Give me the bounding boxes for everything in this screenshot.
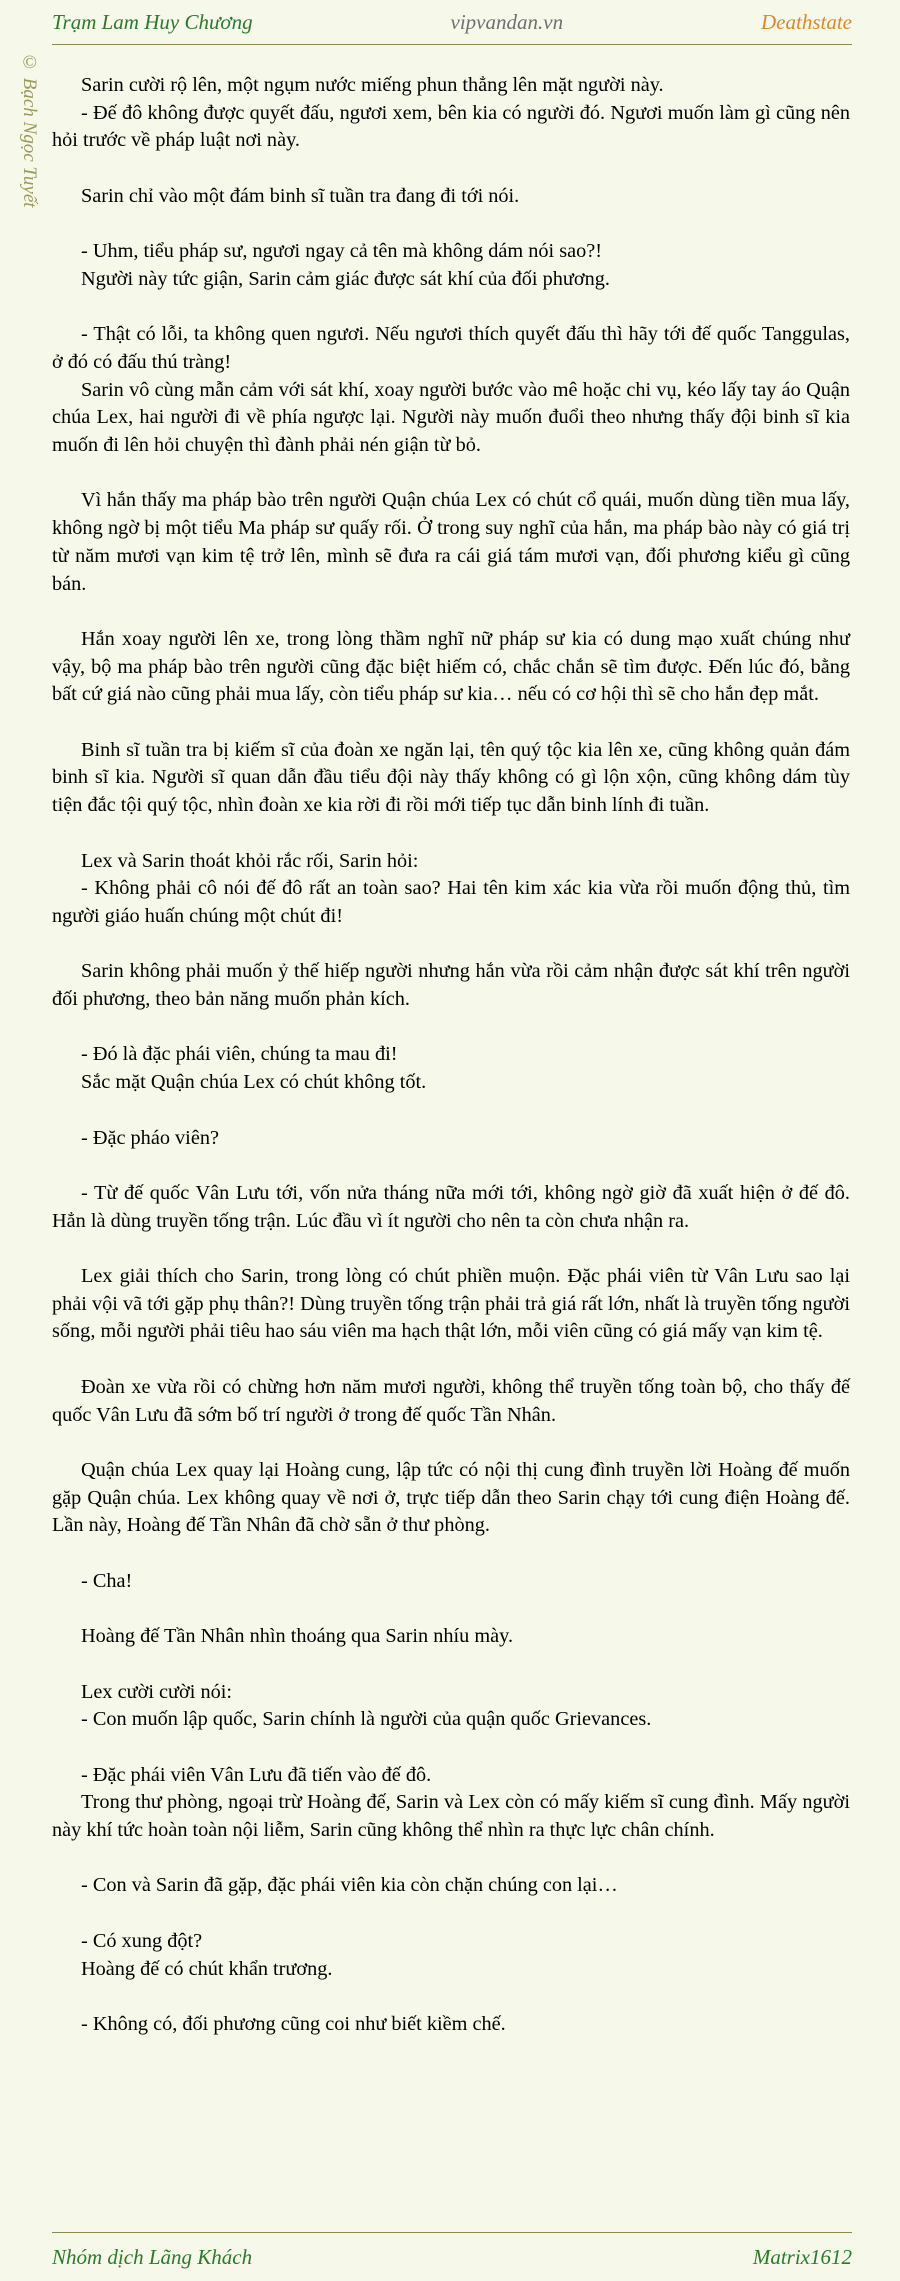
paragraph: Trong thư phòng, ngoại trừ Hoàng đế, Sarin và Lex còn có mấy kiếm sĩ cung đình. Mấy người này khí tức hoàn toàn nội liễm, Sarin cũng không thể nhìn ra thực lực chân chính.: [52, 1791, 850, 1842]
paragraph: - Đế đô không được quyết đấu, ngươi xem, bên kia có người đó. Ngươi muốn làm gì cũng nên hỏi trước về pháp luật nơi này.: [52, 101, 850, 152]
paragraph: - Cha!: [81, 1569, 133, 1592]
paragraph: Sarin không phải muốn ỷ thế hiếp người nhưng hắn vừa rồi cảm nhận được sát khí trên người đối phương, theo bản năng muốn phản kích.: [52, 960, 850, 1011]
side-copyright: © Bạch Ngọc Tuyết: [19, 52, 40, 208]
paragraph: - Con và Sarin đã gặp, đặc phái viên kia còn chặn chúng con lại…: [81, 1874, 618, 1897]
paragraph: - Không có, đối phương cũng coi như biết kiềm chế.: [81, 2012, 506, 2035]
paragraph: Lex và Sarin thoát khỏi rắc rối, Sarin hỏi:: [81, 849, 419, 872]
page-header: [52, 0, 852, 45]
page-footer: [52, 2232, 852, 2281]
paragraph: - Không phải cô nói đế đô rất an toàn sao? Hai tên kim xác kia vừa rồi muốn động thủ, tìm người giáo huấn chúng một chút đi!: [52, 877, 850, 927]
paragraph: Hoàng đế Tần Nhân nhìn thoáng qua Sarin nhíu mày.: [81, 1625, 514, 1648]
paragraph: Sarin cười rộ lên, một ngụm nước miếng phun thẳng lên mặt người này.: [81, 74, 664, 96]
paragraph: Lex giải thích cho Sarin, trong lòng có chút phiền muộn. Đặc phái viên từ Vân Lưu sao lại phải vội vã tới gặp phụ thân?! Dùng truyền tống trận phải trả giá rất lớn, nhất là truyền tống người sống, mỗi người phải tiêu hao sáu viên ma hạch thật lớn, mỗi viên cũng có giá mấy vạn kim tệ.: [52, 1265, 850, 1343]
paragraph: - Từ đế quốc Vân Lưu tới, vốn nửa tháng nữa mới tới, không ngờ giờ đã xuất hiện ở đế đô. Hẳn là dùng truyền tống trận. Lúc đầu vì ít người cho nên ta còn chưa nhận ra.: [52, 1181, 850, 1232]
footer-editor: Matrix1612: [752, 2244, 852, 2269]
header-author: Deathstate: [761, 9, 852, 34]
paragraph: Quận chúa Lex quay lại Hoàng cung, lập tức có nội thị cung đình truyền lời Hoàng đế muốn gặp Quận chúa. Lex không quay về nơi ở, trực tiếp dẫn theo Sarin chạy tới cung điện Hoàng đế. Lần này, Hoàng đế Tần Nhân đã chờ sẵn ở thư phòng.: [52, 1458, 850, 1537]
header-novel-title: Trạm Lam Huy Chương: [52, 9, 253, 34]
paragraph: - Đặc phái viên Vân Lưu đã tiến vào đế đô.: [81, 1763, 432, 1786]
paragraph: - Thật có lỗi, ta không quen ngươi. Nếu ngươi thích quyết đấu thì hãy tới đế quốc Tanggulas, ở đó có đấu thú tràng!: [52, 323, 850, 373]
paragraph: Lex cười cười nói:: [81, 1680, 233, 1703]
paragraph: Vì hắn thấy ma pháp bào trên người Quận chúa Lex có chút cổ quái, muốn dùng tiền mua lấy, không ngờ bị một tiểu Ma pháp sư quấy rối. Ở trong suy nghĩ của hắn, ma pháp bào này có giá trị từ năm mươi vạn kim tệ trở lên, mình sẽ đưa ra cái giá tám mươi vạn, đối phương kiểu gì cũng bán.: [52, 489, 850, 595]
paragraph: Binh sĩ tuần tra bị kiếm sĩ của đoàn xe ngăn lại, tên quý tộc kia lên xe, cũng không quản đám binh sĩ kia. Người sĩ quan dẫn đầu tiểu đội này thấy không có gì lộn xộn, cũng không dám tùy tiện đắc tội quý tộc, nhìn đoàn xe kia rời đi rồi mới tiếp tục dẫn binh lính đi tuần.: [52, 738, 850, 817]
paragraph: Sắc mặt Quận chúa Lex có chút không tốt.: [81, 1071, 427, 1094]
chapter-text: [52, 72, 850, 2039]
header-website[interactable]: vipvandan.vn: [450, 9, 564, 34]
paragraph: Sarin vô cùng mẫn cảm với sát khí, xoay người bước vào mê hoặc chi vụ, kéo lấy tay áo Quận chúa Lex, hai người đi về phía ngược lại. Người này muốn đuổi theo nhưng thấy đội binh sĩ kia muốn đi lên hỏi chuyện thì đành phải nén giận từ bỏ.: [52, 378, 850, 457]
paragraph: - Có xung đột?: [81, 1929, 203, 1952]
paragraph: Người này tức giận, Sarin cảm giác được sát khí của đối phương.: [81, 267, 610, 290]
paragraph: Hoàng đế có chút khẩn trương.: [81, 1957, 333, 1980]
paragraph: Sarin chỉ vào một đám binh sĩ tuần tra đang đi tới nói.: [81, 184, 520, 207]
footer-translator-group: Nhóm dịch Lãng Khách: [52, 2244, 253, 2269]
paragraph: - Đó là đặc phái viên, chúng ta mau đi!: [81, 1043, 398, 1066]
paragraph: - Đặc pháo viên?: [81, 1126, 219, 1149]
paragraph: - Uhm, tiểu pháp sư, ngươi ngay cả tên mà không dám nói sao?!: [81, 240, 603, 263]
paragraph: - Con muốn lập quốc, Sarin chính là người của quận quốc Grievances.: [81, 1708, 652, 1731]
paragraph: Đoàn xe vừa rồi có chừng hơn năm mươi người, không thể truyền tống toàn bộ, cho thấy đế quốc Vân Lưu đã sớm bố trí người ở trong đế quốc Tần Nhân.: [52, 1375, 850, 1426]
paragraph: Hắn xoay người lên xe, trong lòng thầm nghĩ nữ pháp sư kia có dung mạo xuất chúng như vậy, bộ ma pháp bào trên người cũng đặc biệt hiếm có, chắc chắn sẽ tìm được. Đến lúc đó, bằng bất cứ giá nào cũng phải mua lấy, còn tiểu pháp sư kia… nếu có cơ hội thì sẽ cho hắn đẹp mắt.: [52, 627, 850, 706]
